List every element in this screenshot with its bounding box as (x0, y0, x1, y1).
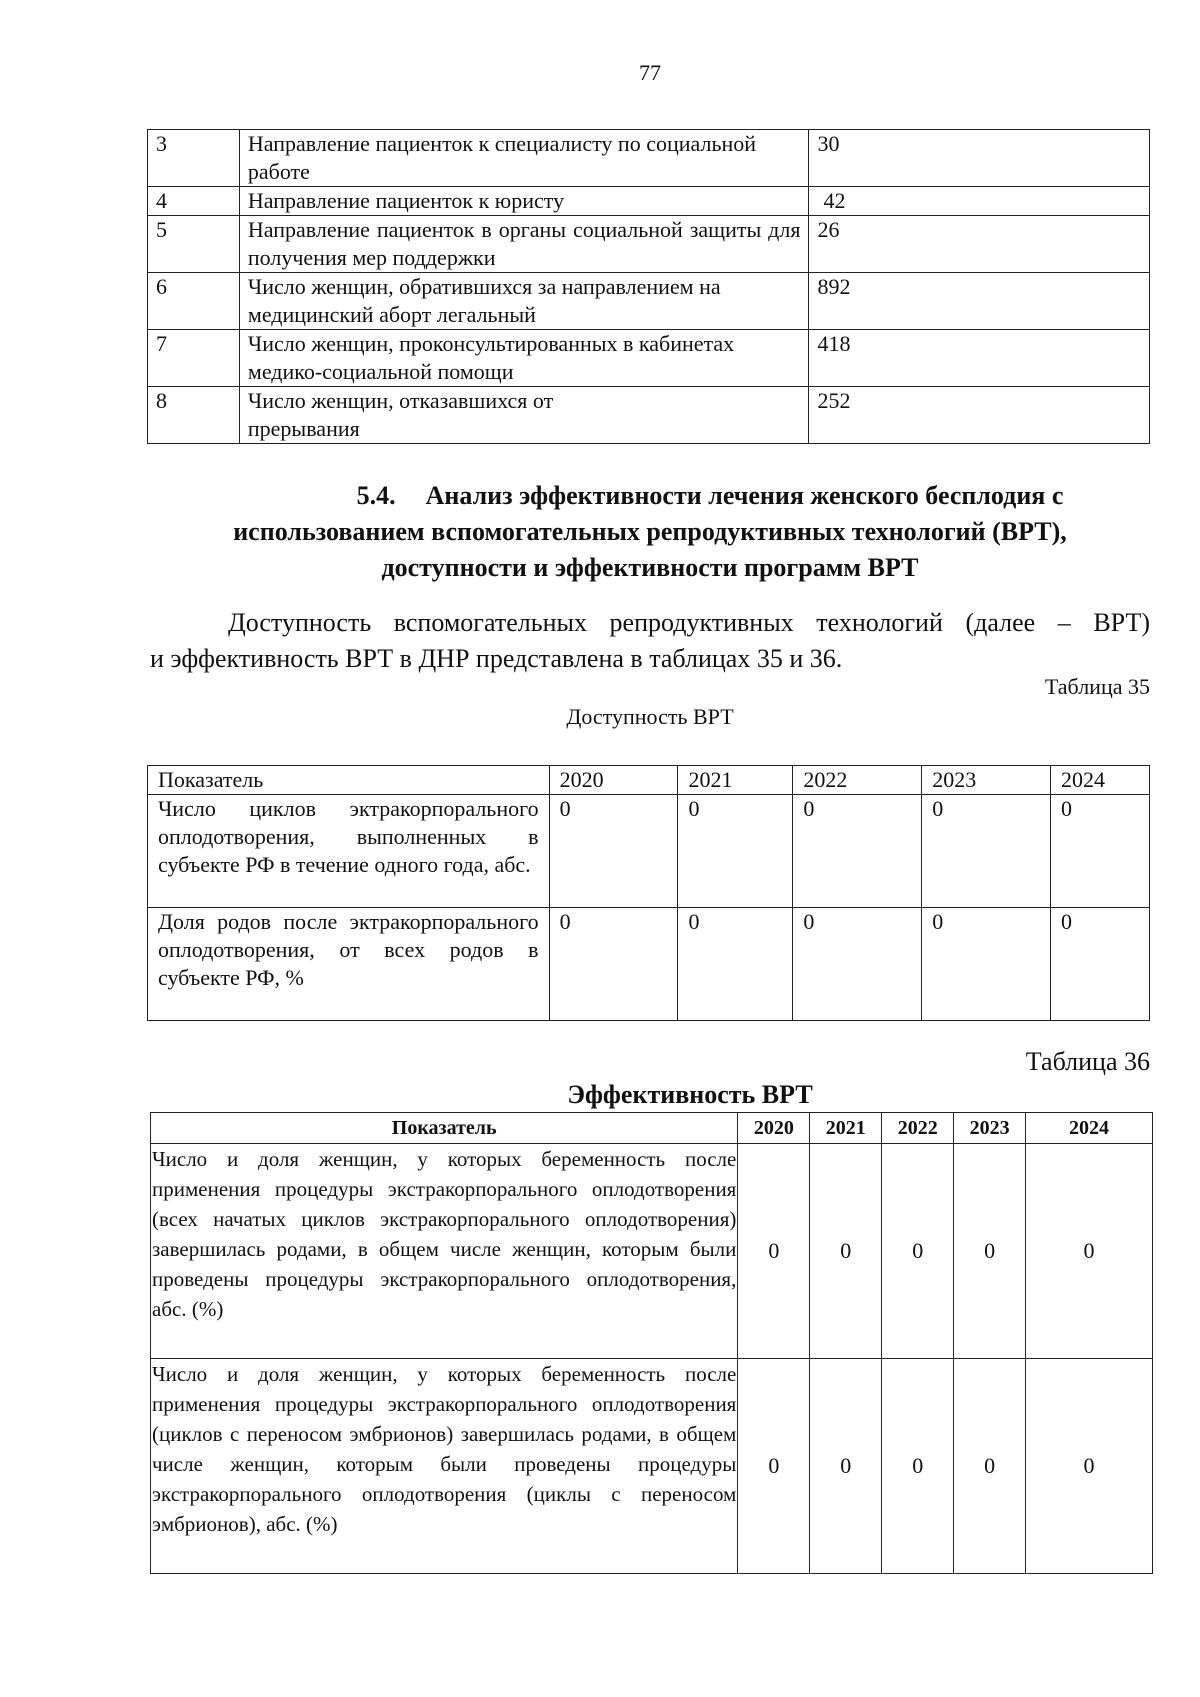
value-cell: 0 (1051, 908, 1150, 1021)
row-number: 6 (148, 273, 240, 330)
value-cell: 0 (549, 908, 678, 1021)
header-cell: 2021 (678, 766, 793, 795)
table-row (148, 330, 1150, 387)
row-number: 7 (148, 330, 240, 387)
row-value: 252 (809, 387, 1150, 444)
row-number: 4 (148, 187, 240, 216)
intro-line-2: и эффективность ВРТ в ДНР представлена в таблицах 35 и 36. (150, 644, 843, 673)
intro-line-1: Доступность вспомогательных репродуктивных технологий (далее – ВРТ) (228, 608, 1150, 637)
section-title-line-2: использованием вспомогательных репродуктивных технологий (ВРТ), (233, 517, 1067, 546)
header-cell: 2023 (922, 766, 1051, 795)
section-title-line-1: Анализ эффективности лечения женского бесплодия с (425, 481, 1064, 510)
table35 (147, 765, 1150, 1021)
value-cell: 0 (810, 1359, 882, 1574)
table-row (148, 795, 1150, 908)
value-cell: 0 (810, 1144, 882, 1359)
header-cell: 2020 (549, 766, 678, 795)
table-header-row (151, 1113, 1153, 1144)
table-row (148, 273, 1150, 330)
section-number: 5.4. (356, 481, 396, 510)
table-row (148, 130, 1150, 187)
intro-paragraph (150, 605, 1150, 677)
row-value: 892 (809, 273, 1150, 330)
value-cell: 0 (922, 795, 1051, 908)
row-value: 418 (809, 330, 1150, 387)
table35-label: Таблица 35 (1044, 674, 1150, 699)
header-cell: 2024 (1051, 766, 1150, 795)
value-cell: 0 (882, 1359, 954, 1574)
row-value: 26 (809, 216, 1150, 273)
row-label: Число и доля женщин, у которых беременность после применения процедуры экстракорпорального оплодотворения (всех начатых циклов экстракорпорального оплодотворения) завершилась родами, в общем числе женщин, которым были проведены процедуры экстракорпорального оплодотворения, абс. (%) (151, 1144, 738, 1359)
header-cell: 2022 (793, 766, 922, 795)
value-cell: 0 (1051, 795, 1150, 908)
value-cell: 0 (738, 1144, 810, 1359)
header-cell: 2020 (738, 1113, 810, 1144)
value-cell: 0 (793, 795, 922, 908)
value-cell: 0 (922, 908, 1051, 1021)
table-row (151, 1144, 1153, 1359)
section-title-line-3: доступности и эффективности программ ВРТ (381, 553, 919, 582)
value-cell: 0 (793, 908, 922, 1021)
table36 (150, 1112, 1153, 1574)
row-label: Число циклов эктракорпорального оплодотворения, выполненных в субъекте РФ в течение одного года, абс. (148, 795, 550, 908)
row-label: Направление пациенток к юристу (239, 187, 809, 216)
value-cell: 0 (738, 1359, 810, 1574)
value-cell: 0 (882, 1144, 954, 1359)
table-row (148, 908, 1150, 1021)
value-cell: 0 (549, 795, 678, 908)
value-cell: 0 (1026, 1144, 1153, 1359)
row-value: 30 (809, 130, 1150, 187)
row-label: Направление пациенток к специалисту по социальной работе (239, 130, 809, 187)
row-number: 8 (148, 387, 240, 444)
header-cell: 2023 (954, 1113, 1026, 1144)
row-number: 5 (148, 216, 240, 273)
value-cell: 0 (954, 1359, 1026, 1574)
header-cell: 2022 (882, 1113, 954, 1144)
header-cell: 2021 (810, 1113, 882, 1144)
section-heading (140, 478, 1160, 586)
table-header-row (148, 766, 1150, 795)
value-cell: 0 (678, 908, 793, 1021)
row-label: Число женщин, проконсультированных в кабинетах медико-социальной помощи (239, 330, 809, 387)
header-cell: 2024 (1026, 1113, 1153, 1144)
page-number: 77 (639, 60, 661, 85)
table35-caption: Доступность ВРТ (566, 704, 734, 729)
row-value: 42 (809, 187, 1150, 216)
row-label: Доля родов после эктракорпорального оплодотворения, от всех родов в субъекте РФ, % (148, 908, 550, 1021)
table-row (151, 1359, 1153, 1574)
row-label: Направление пациенток в органы социальной защиты для получения мер поддержки (239, 216, 809, 273)
row-label: Число женщин, обратившихся за направлением на медицинский аборт легальный (239, 273, 809, 330)
table36-label: Таблица 36 (1025, 1047, 1150, 1076)
value-cell: 0 (678, 795, 793, 908)
row-label: Число и доля женщин, у которых беременность после применения процедуры экстракорпорального оплодотворения (циклов с переносом эмбрионов) завершилась родами, в общем числе женщин, которым были проведены процедуры экстракорпорального оплодотворения (циклы с переносом эмбрионов), абс. (%) (151, 1359, 738, 1574)
header-cell: Показатель (151, 1113, 738, 1144)
row-number: 3 (148, 130, 240, 187)
row-label: Число женщин, отказавшихся от прерывания (239, 387, 809, 444)
value-cell: 0 (954, 1144, 1026, 1359)
value-cell: 0 (1026, 1359, 1153, 1574)
table-row (148, 387, 1150, 444)
table36-caption: Эффективность ВРТ (567, 1080, 813, 1109)
header-cell: Показатель (148, 766, 550, 795)
continued-table (147, 129, 1150, 444)
table-row (148, 187, 1150, 216)
table-row (148, 216, 1150, 273)
